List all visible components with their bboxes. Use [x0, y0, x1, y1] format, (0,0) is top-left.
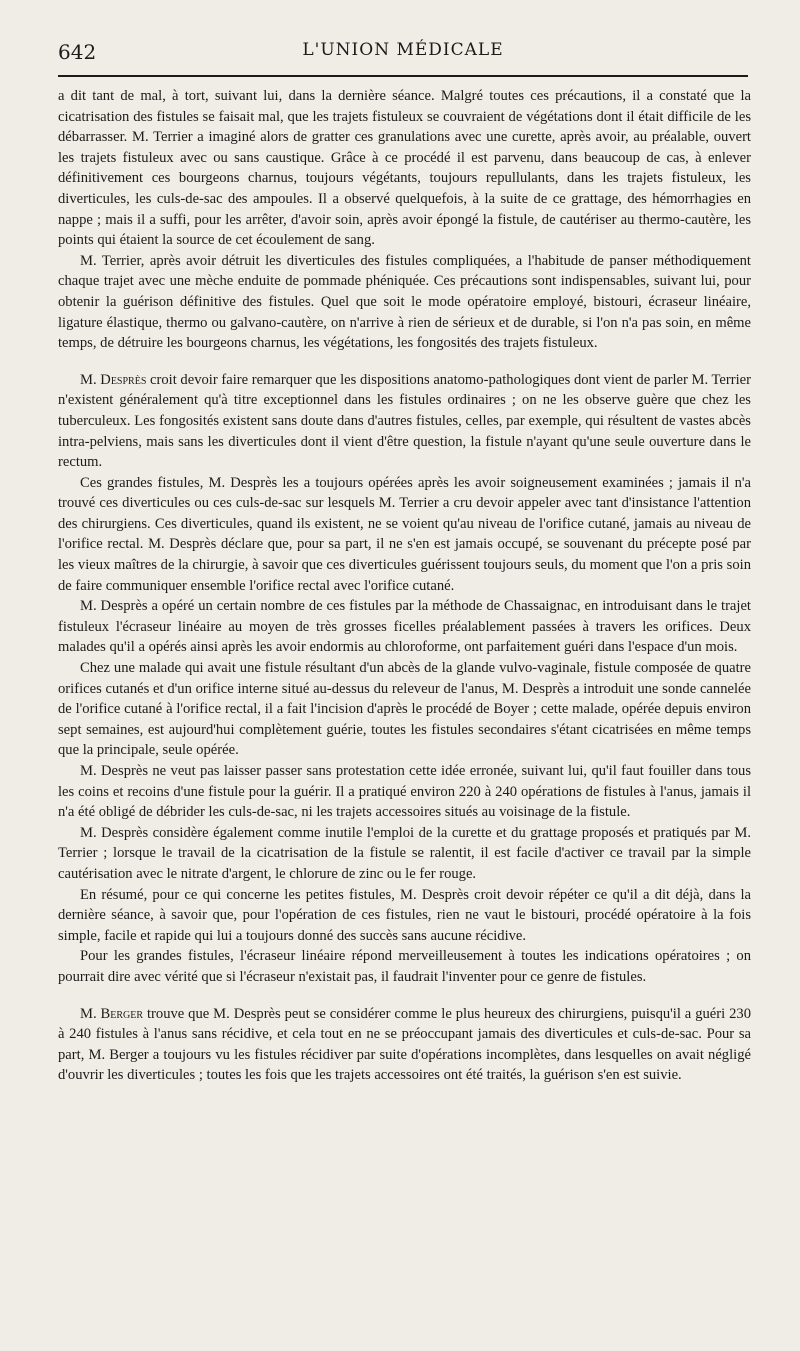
- paragraph: [58, 1004, 751, 1086]
- paragraph-text: croit devoir faire remarquer que les dispositions anatomo-pathologiques dont vient de parler M. Terrier n'existent généralement qu'à titre exceptionnel dans les fistules ordinaires ; on ne les observe guère que chez les tuberculeux. Les fongosités existent sans doute dans d'autres fistules, celles, par exemple, qui résultent de vastes abcès intra-pelviens, mais sans les diverticules dont il vient d'être question, la fistule n'ayant qu'une seule ouverture dans le rectum.: [58, 371, 751, 471]
- page-number: 642: [58, 40, 97, 64]
- paragraph: [58, 370, 751, 473]
- paragraph: Chez une malade qui avait une fistule résultant d'un abcès de la glande vulvo-vaginale, fistule composée de quatre orifices cutanés et d'un orifice interne situé au-dessus du releveur de l'anus, M. Desprès a introduit une sonde cannelée de l'orifice cutané à l'orifice rectal, il a fait l'incision d'après le procédé de Boyer ; cette malade, opérée depuis environ sept semaines, est aujourd'hui complètement guérie, toutes les fistules secondaires s'étant cicatrisées en même temps que la principale, seule opérée.: [58, 660, 751, 759]
- article-body: [58, 86, 751, 1086]
- paragraph: M. Desprès considère également comme inutile l'emploi de la curette et du grattage proposés et pratiqués par M. Terrier ; lorsque le travail de la cicatrisation de la fistule se ralentit, il est facile d'activer ce travail par la simple cautérisation avec le nitrate d'argent, le chlorure de zinc ou le fer rouge.: [58, 824, 751, 882]
- paragraph: M. Terrier, après avoir détruit les diverticules des fistules compliquées, a l'habitude de panser méthodiquement chaque trajet avec une mèche enduite de pommade phéniquée. Ces précautions sont indispensables, suivant lui, pour obtenir la guérison définitive des fistules. Quel que soit le mode opératoire employé, bistouri, écraseur linéaire, ligature élastique, thermo ou galvano-cautère, on n'arrive à rien de sérieux et de durable, si l'on n'a pas soin, en même temps, de détruire les bourgeons charnus, les végétations, les fongosités des trajets fistuleux.: [58, 252, 751, 352]
- page-header: [58, 38, 748, 66]
- paragraph-text: trouve que M. Desprès peut se considérer comme le plus heureux des chirurgiens, puisqu'il a guéri 230 à 240 fistules à l'anus sans récidive, et cela tout en ne se préoccupant jamais des diverticules et culs-de-sac. Pour sa part, M. Berger a toujours vu les fistules récidiver par suite d'opérations incomplètes, dans lesquelles on avait négligé d'ouvrir les diverticules ; toutes les fois que les trajets accessoires ont été traités, la guérison s'en est suivie.: [58, 1005, 751, 1084]
- running-title: L'UNION MÉDICALE: [302, 40, 504, 60]
- header-rule: [58, 75, 748, 77]
- paragraph: Pour les grandes fistules, l'écraseur linéaire répond merveilleusement à toutes les indications opératoires ; on pourrait dire avec vérité que si l'écraseur n'existait pas, il faudrait l'inventer pour ce genre de fistules.: [58, 948, 751, 985]
- speaker-name: M. Berger: [80, 1005, 144, 1022]
- speaker-name: M. Desprès: [80, 371, 147, 388]
- paragraph: M. Desprès a opéré un certain nombre de ces fistules par la méthode de Chassaignac, en introduisant dans le trajet fistuleux l'écraseur linéaire au moyen de très grosses ficelles préalablement passées à travers les orifices. Deux malades qu'il a opérés ainsi après les avoir endormis au chloroforme, ont parfaitement guéri dans l'espace d'un mois.: [58, 598, 751, 656]
- paragraph: Ces grandes fistules, M. Desprès les a toujours opérées après les avoir soigneusement examinées ; jamais il n'a trouvé ces diverticules ou ces culs-de-sac sur lesquels M. Terrier a cru devoir appeler avec tant d'insistance l'attention des chirurgiens. Ces diverticules, quand ils existent, ne se voient qu'au niveau de l'orifice cutané, jamais au niveau de l'orifice rectal. M. Desprès déclare que, pour sa part, il ne s'en est jamais occupé, se souvenant du précepte posé par les vieux maîtres de la chirurgie, à savoir que ces diverticules guérissent toujours seuls, du moment que l'on a pris soin de faire communiquer ensemble l'orifice rectal avec l'orifice cutané.: [58, 474, 751, 594]
- paragraph: M. Desprès ne veut pas laisser passer sans protestation cette idée erronée, suivant lui, qu'il faut fouiller dans tous les coins et recoins d'une fistule pour la guérir. Il a pratiqué environ 220 à 240 opérations de fistules à l'anus, jamais il n'a été obligé de débrider les culs-de-sac, ni les trajets accessoires situés au voisinage de la fistule.: [58, 763, 751, 821]
- paragraph: a dit tant de mal, à tort, suivant lui, dans la dernière séance. Malgré toutes ces précautions, il a constaté que la cicatrisation des fistules se faisait mal, que les trajets fistuleux se couvraient de végétations dont il était difficile de les débarrasser. M. Terrier a imaginé alors de gratter ces granulations avec une curette, après avoir, au préalable, ouvert les trajets fistuleux avec ou sans caustique. Grâce à ce procédé il est parvenu, dans beaucoup de cas, à enlever définitivement ces bourgeons charnus, toujours végétants, toujours repullulants, dans les trajets fistuleux, les diverticules, les culs-de-sac des ampoules. Il a observé quelquefois, à la suite de ce grattage, des hémorrhagies en nappe ; mais il a suffi, pour les arrêter, d'avoir soin, après avoir épongé la fistule, de cautériser au thermo-cautère, les points qui étaient la source de cet écoulement de sang.: [58, 88, 751, 249]
- paragraph: En résumé, pour ce qui concerne les petites fistules, M. Desprès croit devoir répéter ce qu'il a dit déjà, dans la dernière séance, à savoir que, pour l'opération de ces fistules, rien ne vaut le bistouri, procédé opératoire à la fois simple, facile et rapide qui lui a toujours donné des succès sans aucune récidive.: [58, 886, 751, 944]
